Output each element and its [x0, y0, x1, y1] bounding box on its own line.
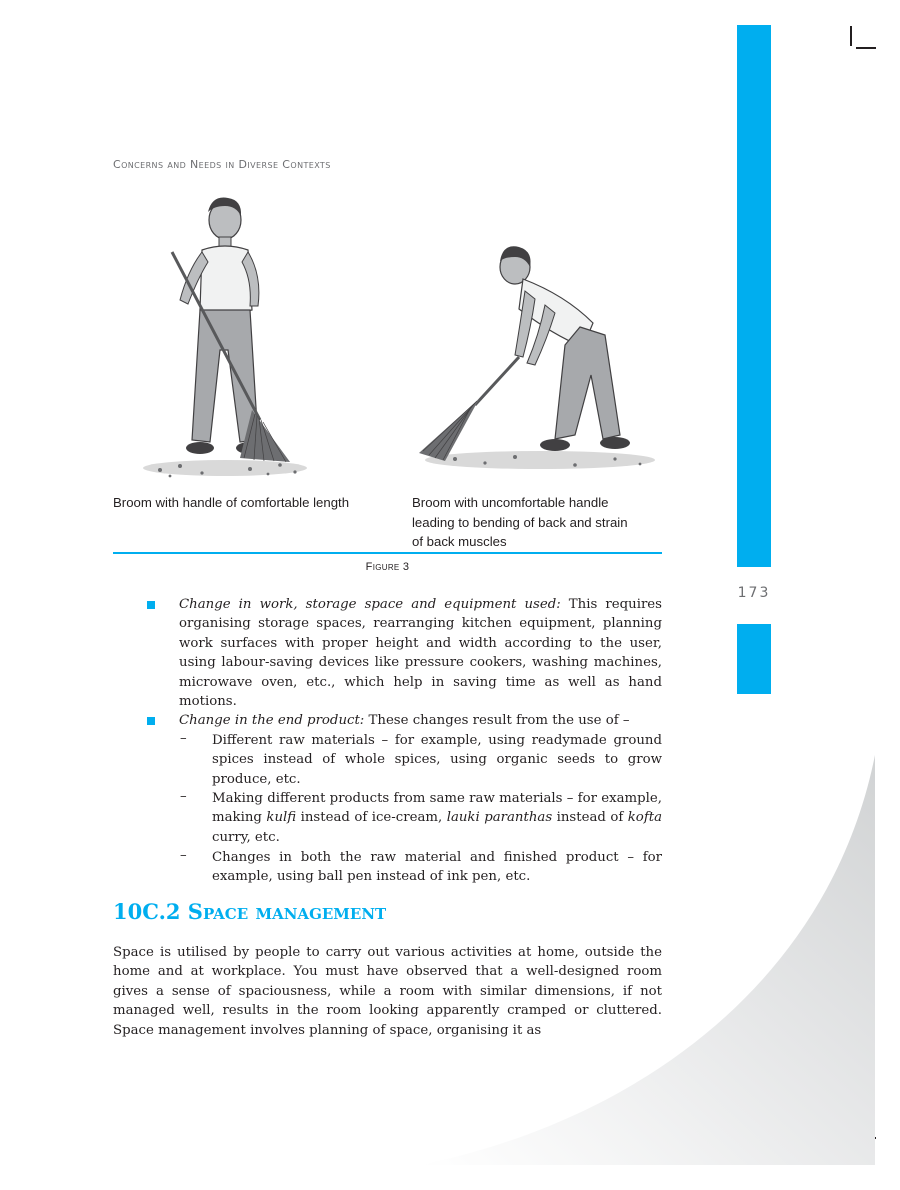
- sub-item-text: Making different products from same raw materials – for example, making: [212, 791, 662, 826]
- bullet-item-1: [179, 595, 662, 711]
- figure-caption-left: Broom with handle of comfortable length: [113, 495, 350, 510]
- bullet-text: This requires organising storage spaces, rearranging kitchen equipment, planning work surfaces with proper height and width according to the user, using labour-saving devices like pressure cookers, washing machines, microwave oven, etc., which help in saving time as well as hand motions.: [179, 597, 662, 710]
- section-heading: 10C.2 Space management: [113, 899, 387, 924]
- sub-item-text: curry, etc.: [212, 829, 280, 845]
- figure-caption-right: Broom with uncomfortable handle leading to bending of back and strain of back muscles: [412, 495, 628, 549]
- figure-bent-sweeper: [415, 235, 660, 475]
- sub-item-text: instead of: [552, 810, 628, 826]
- dash-marker: –: [180, 731, 187, 746]
- bullet-lead: Change in the end product:: [179, 713, 365, 728]
- sub-item-emphasis: kofta: [627, 810, 663, 826]
- bullet-lead: Change in work, storage space and equipment used:: [179, 597, 561, 612]
- bullet-marker: [147, 601, 155, 609]
- running-head: Concerns and Needs in Diverse Contexts: [113, 158, 331, 171]
- figure-upright-sweeper: [140, 190, 310, 490]
- dash-marker: –: [180, 789, 187, 804]
- bullet-marker: [147, 717, 155, 725]
- dash-marker: –: [180, 848, 187, 863]
- sub-item-3: Changes in both the raw material and finished product – for example, using ball pen instead of ink pen, etc.: [212, 850, 662, 885]
- figure-label: Figure 3: [365, 561, 410, 573]
- body-paragraph: Space is utilised by people to carry out various activities at home, outside the home and at workplace. You must have observed that a well-designed room gives a sense of spaciousness, while a room with similar dimensions, if not managed well, results in the room looking apparently cramped or cluttered. Space management involves planning of space, organising it as: [113, 945, 662, 1038]
- side-accent-bar-top: [737, 25, 771, 567]
- sub-item-emphasis: lauki paranthas: [446, 810, 553, 826]
- figure-divider: [113, 552, 662, 554]
- sub-item-text: instead of ice-cream,: [296, 810, 447, 826]
- side-accent-bar-bottom: [737, 624, 771, 694]
- sub-item-2: [212, 789, 662, 847]
- sub-item-emphasis: kulfi: [266, 810, 297, 826]
- page-number: 173: [737, 585, 771, 601]
- bullet-text: These changes result from the use of –: [364, 713, 630, 728]
- bullet-item-2: [179, 711, 662, 730]
- sub-item-1: Different raw materials – for example, using readymade ground spices instead of whole spices, using organic seeds to grow produce, etc.: [212, 733, 662, 787]
